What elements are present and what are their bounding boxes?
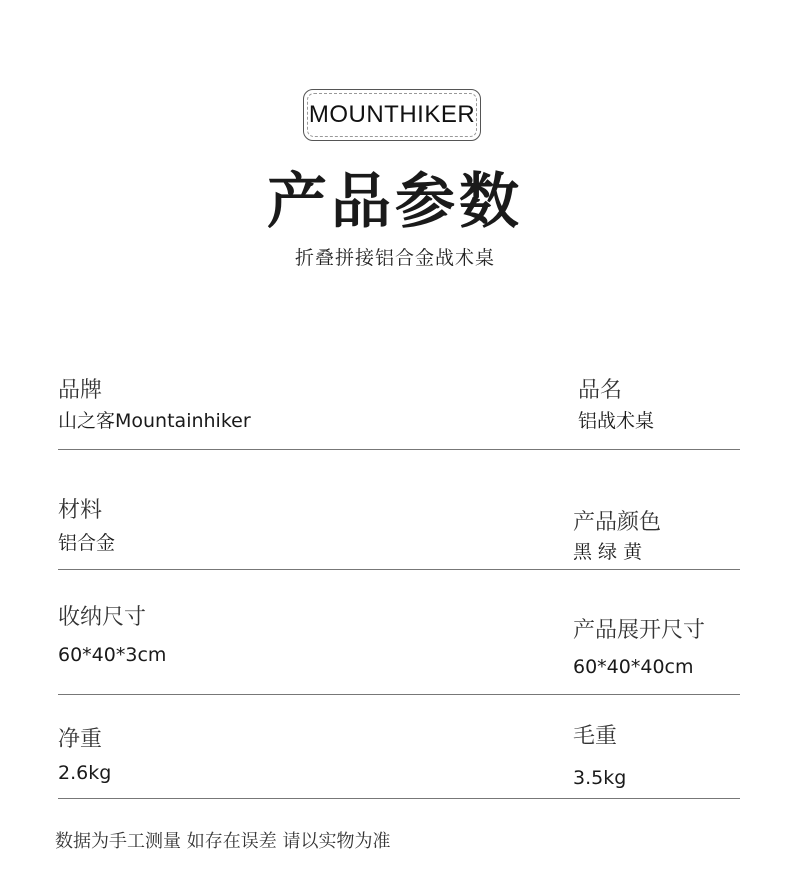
spec-label-folded-size: 收纳尺寸: [58, 605, 147, 630]
row-divider: [58, 694, 740, 695]
spec-label-product-name: 品名: [578, 378, 623, 403]
spec-label-material: 材料: [58, 498, 103, 523]
spec-label-unfolded-size: 产品展开尺寸: [573, 618, 706, 643]
page-title: 产品参数: [267, 167, 523, 237]
spec-value-net-weight: 2.6kg: [58, 762, 112, 784]
brand-badge: [303, 89, 481, 141]
spec-value-product-name: 铝战术桌: [578, 410, 655, 432]
spec-value-folded-size: 60*40*3cm: [58, 644, 167, 666]
row-divider: [58, 798, 740, 799]
row-divider: [58, 449, 740, 450]
spec-label-net-weight: 净重: [58, 727, 103, 752]
measurement-disclaimer: 数据为手工测量 如存在误差 请以实物为准: [55, 831, 391, 852]
spec-value-material: 铝合金: [58, 532, 116, 554]
spec-value-gross-weight: 3.5kg: [573, 767, 627, 789]
spec-label-gross-weight: 毛重: [573, 724, 618, 749]
spec-value-unfolded-size: 60*40*40cm: [573, 656, 694, 678]
brand-badge-text: MOUNTHIKER: [308, 101, 476, 128]
spec-label-brand: 品牌: [58, 378, 103, 403]
page-subtitle: 折叠拼接铝合金战术桌: [294, 247, 495, 269]
spec-label-color: 产品颜色: [573, 510, 662, 535]
spec-value-color: 黑 绿 黄: [573, 541, 643, 563]
spec-value-brand: 山之客Mountainhiker: [58, 410, 251, 432]
row-divider: [58, 569, 740, 570]
